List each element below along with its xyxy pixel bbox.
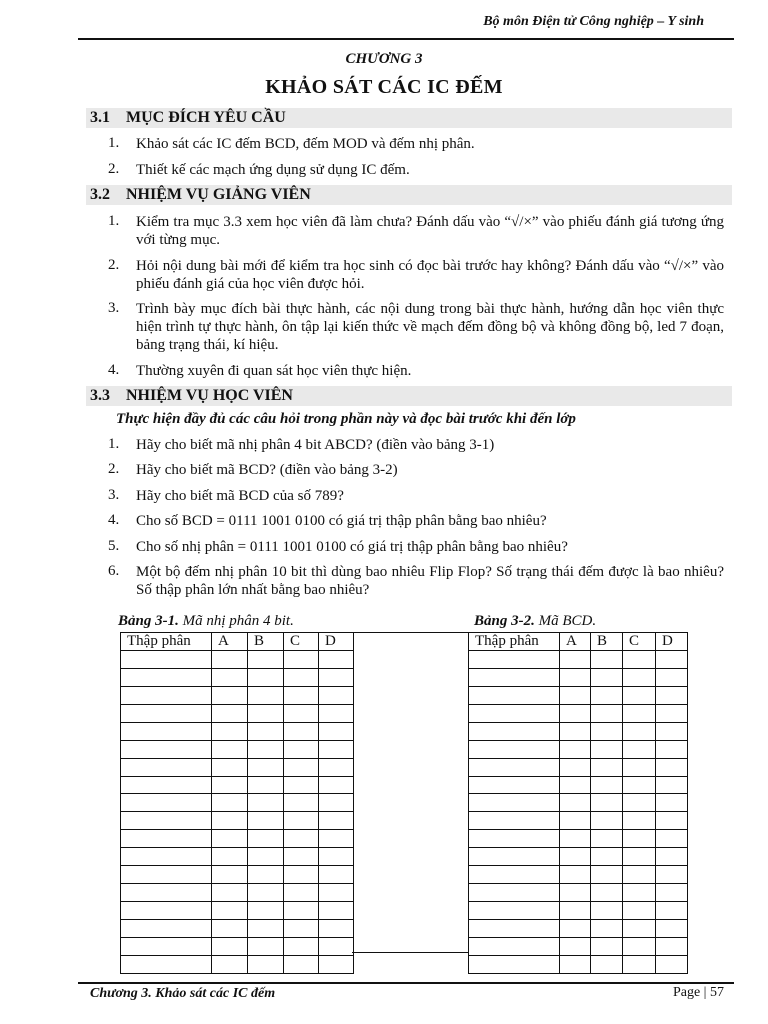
table-cell bbox=[560, 740, 591, 758]
table-cell bbox=[623, 758, 656, 776]
table-cell bbox=[469, 758, 560, 776]
table-cell bbox=[560, 955, 591, 973]
list-item bbox=[108, 257, 724, 293]
table-cell bbox=[212, 902, 248, 920]
table-cell bbox=[248, 650, 284, 668]
table-cell bbox=[469, 937, 560, 955]
list-item bbox=[108, 135, 724, 153]
table-cell bbox=[319, 776, 354, 794]
table-cell bbox=[469, 955, 560, 973]
table-row bbox=[121, 794, 354, 812]
table-row bbox=[121, 812, 354, 830]
table-cell bbox=[560, 884, 591, 902]
table-cell bbox=[623, 955, 656, 973]
table-cell bbox=[591, 686, 623, 704]
table-cell bbox=[248, 758, 284, 776]
table-cell bbox=[248, 866, 284, 884]
table-cell bbox=[591, 937, 623, 955]
table-header-cell: B bbox=[248, 633, 284, 651]
table-row bbox=[469, 668, 688, 686]
table-cell bbox=[212, 812, 248, 830]
list-item-number: 1. bbox=[108, 213, 120, 229]
table-row bbox=[121, 740, 354, 758]
table-row bbox=[469, 884, 688, 902]
table-cell bbox=[212, 884, 248, 902]
list-item-number: 6. bbox=[108, 563, 120, 579]
page-number: Page | 57 bbox=[672, 985, 724, 1000]
table-cell bbox=[284, 794, 319, 812]
table-cell bbox=[591, 740, 623, 758]
table-cell bbox=[284, 650, 319, 668]
table-cell bbox=[284, 776, 319, 794]
table-cell bbox=[623, 848, 656, 866]
table-cell bbox=[560, 866, 591, 884]
table-caption bbox=[118, 613, 294, 630]
table-cell bbox=[121, 758, 212, 776]
table-cell bbox=[284, 866, 319, 884]
table-cell bbox=[469, 848, 560, 866]
table-cell bbox=[656, 848, 688, 866]
table-cell bbox=[560, 848, 591, 866]
table-cell bbox=[469, 866, 560, 884]
table-cell bbox=[656, 794, 688, 812]
table-cell bbox=[591, 902, 623, 920]
table-cell bbox=[284, 830, 319, 848]
table-cell bbox=[623, 866, 656, 884]
table-cell bbox=[284, 902, 319, 920]
list-item-text: Khảo sát các IC đếm BCD, đếm MOD và đếm nhị phân. bbox=[136, 136, 475, 152]
table-cell bbox=[121, 704, 212, 722]
table-cell bbox=[248, 902, 284, 920]
bcd-code-table bbox=[468, 632, 688, 974]
list-item-number: 1. bbox=[108, 135, 120, 151]
list-item bbox=[108, 436, 724, 454]
table-header-cell: C bbox=[623, 633, 656, 651]
table-cell bbox=[656, 722, 688, 740]
table-cell bbox=[319, 704, 354, 722]
list-item bbox=[108, 512, 724, 530]
table-cell bbox=[212, 704, 248, 722]
section-note: Thực hiện đầy đủ các câu hỏi trong phần này và đọc bài trước khi đến lớp bbox=[116, 411, 576, 427]
table-cell bbox=[469, 812, 560, 830]
list-item-text: Thiết kế các mạch ứng dụng sử dụng IC đếm. bbox=[136, 162, 410, 178]
table-cell bbox=[212, 776, 248, 794]
table-row bbox=[121, 758, 354, 776]
list-item-number: 4. bbox=[108, 512, 120, 528]
table-cell bbox=[212, 937, 248, 955]
section-title: NHIỆM VỤ HỌC VIÊN bbox=[126, 387, 293, 404]
footer-rule bbox=[78, 982, 734, 984]
table-cell bbox=[319, 937, 354, 955]
footer-chapter: Chương 3. Khảo sát các IC đếm bbox=[90, 986, 276, 1001]
table-header-row bbox=[121, 633, 354, 651]
list-item-text: Trình bày mục đích bài thực hành, các nội dung trong bài thực hành, hướng dẫn học viên thực hiện trình tự thực hành, ôn tập lại kiến thức về mạch đếm đồng bộ và không đồng bộ, led 7 đoạn, bảng trạng thái, kí hiệu. bbox=[136, 301, 724, 353]
table-header-cell: C bbox=[284, 633, 319, 651]
table-cell bbox=[469, 902, 560, 920]
table-cell bbox=[319, 722, 354, 740]
table-cell bbox=[656, 758, 688, 776]
table-cell bbox=[212, 830, 248, 848]
table-cell bbox=[469, 668, 560, 686]
table-row bbox=[121, 668, 354, 686]
table-cell bbox=[121, 884, 212, 902]
table-cell bbox=[284, 848, 319, 866]
table-cell bbox=[469, 740, 560, 758]
list-item bbox=[108, 161, 724, 179]
table-cell bbox=[560, 758, 591, 776]
table-cell bbox=[319, 848, 354, 866]
table-cell bbox=[121, 848, 212, 866]
table-row bbox=[469, 740, 688, 758]
table-cell bbox=[560, 794, 591, 812]
table-row bbox=[121, 920, 354, 938]
list-item-number: 2. bbox=[108, 161, 120, 177]
table-row bbox=[469, 650, 688, 668]
table-cell bbox=[591, 758, 623, 776]
table-cell bbox=[284, 740, 319, 758]
table-header-cell: D bbox=[319, 633, 354, 651]
table-cell bbox=[121, 812, 212, 830]
table-row bbox=[469, 920, 688, 938]
list-item-text: Hãy cho biết mã BCD? (điền vào bảng 3-2) bbox=[136, 462, 398, 478]
table-row bbox=[469, 937, 688, 955]
table-cell bbox=[284, 668, 319, 686]
list-item-text: Một bộ đếm nhị phân 10 bit thì dùng bao nhiêu Flip Flop? Số trạng thái đếm được là bao nhiêu? Số thập phân lớn nhất bằng bao nhiêu? bbox=[136, 564, 724, 598]
table-cell bbox=[591, 776, 623, 794]
table-cell bbox=[121, 920, 212, 938]
table-cell bbox=[248, 937, 284, 955]
table-cell bbox=[560, 704, 591, 722]
table-cell bbox=[656, 812, 688, 830]
list-item bbox=[108, 213, 724, 249]
table-row bbox=[469, 812, 688, 830]
table-cell bbox=[591, 866, 623, 884]
section-title: MỤC ĐÍCH YÊU CẦU bbox=[126, 109, 286, 126]
table-row bbox=[469, 776, 688, 794]
table-cell bbox=[212, 955, 248, 973]
table-cell bbox=[591, 884, 623, 902]
table-cell bbox=[656, 830, 688, 848]
table-cell bbox=[656, 937, 688, 955]
table-cell bbox=[212, 920, 248, 938]
list-item-number: 3. bbox=[108, 487, 120, 503]
table-header-cell: D bbox=[656, 633, 688, 651]
table-cell bbox=[591, 955, 623, 973]
table-cell bbox=[212, 686, 248, 704]
table-row bbox=[469, 955, 688, 973]
table-cell bbox=[623, 776, 656, 794]
table-cell bbox=[623, 704, 656, 722]
list-item-text: Thường xuyên đi quan sát học viên thực hiện. bbox=[136, 363, 412, 379]
table-row bbox=[469, 758, 688, 776]
table-cell bbox=[469, 704, 560, 722]
list-item bbox=[108, 300, 724, 354]
table-cell bbox=[284, 920, 319, 938]
table-cell bbox=[656, 650, 688, 668]
table-cell bbox=[319, 812, 354, 830]
table-cell bbox=[623, 650, 656, 668]
list-item bbox=[108, 461, 724, 479]
table-cell bbox=[469, 884, 560, 902]
table-row bbox=[121, 902, 354, 920]
table-cell bbox=[656, 686, 688, 704]
table-cell bbox=[284, 686, 319, 704]
section-number: 3.3 bbox=[90, 387, 110, 404]
table-cell bbox=[469, 776, 560, 794]
section-number: 3.1 bbox=[90, 109, 110, 126]
table-cell bbox=[623, 902, 656, 920]
table-cell bbox=[469, 650, 560, 668]
table-cell bbox=[212, 722, 248, 740]
list-item-text: Hãy cho biết mã BCD của số 789? bbox=[136, 488, 344, 504]
table-cell bbox=[623, 722, 656, 740]
table-cell bbox=[560, 937, 591, 955]
section-heading bbox=[86, 108, 732, 128]
table-cell bbox=[248, 668, 284, 686]
table-row bbox=[121, 686, 354, 704]
table-cell bbox=[656, 776, 688, 794]
table-cell bbox=[319, 866, 354, 884]
table-cell bbox=[623, 794, 656, 812]
table-cell bbox=[121, 686, 212, 704]
list-item-text: Hỏi nội dung bài mới để kiểm tra học sinh có đọc bài trước hay không? Đánh dấu vào “√/×” vào phiếu đánh giá của học viên được hỏi. bbox=[136, 258, 724, 292]
table-cell bbox=[248, 884, 284, 902]
table-header-cell: B bbox=[591, 633, 623, 651]
table-row bbox=[121, 955, 354, 973]
table-header-cell: A bbox=[212, 633, 248, 651]
table-header-cell: Thập phân bbox=[469, 633, 560, 651]
table-cell bbox=[623, 668, 656, 686]
table-cell bbox=[121, 650, 212, 668]
table-cell bbox=[560, 920, 591, 938]
table-cell bbox=[212, 866, 248, 884]
table-cell bbox=[469, 722, 560, 740]
table-cell bbox=[656, 668, 688, 686]
table-cell bbox=[319, 740, 354, 758]
table-cell bbox=[591, 722, 623, 740]
table-cell bbox=[656, 866, 688, 884]
table-cell bbox=[248, 920, 284, 938]
table-cell bbox=[121, 668, 212, 686]
table-cell bbox=[121, 776, 212, 794]
table-cell bbox=[469, 686, 560, 704]
table-cell bbox=[121, 830, 212, 848]
table-cell bbox=[623, 830, 656, 848]
table-cell bbox=[656, 704, 688, 722]
list-item-number: 2. bbox=[108, 257, 120, 273]
table-cell bbox=[284, 812, 319, 830]
table-cell bbox=[560, 776, 591, 794]
table-cell bbox=[591, 794, 623, 812]
table-cell bbox=[591, 650, 623, 668]
table-cell bbox=[212, 650, 248, 668]
table-row bbox=[121, 650, 354, 668]
table-cell bbox=[121, 866, 212, 884]
table-row bbox=[121, 704, 354, 722]
table-cell bbox=[121, 955, 212, 973]
table-cell bbox=[560, 686, 591, 704]
list-item-number: 5. bbox=[108, 538, 120, 554]
table-cell bbox=[212, 848, 248, 866]
table-cell bbox=[248, 740, 284, 758]
table-cell bbox=[560, 830, 591, 848]
table-cell bbox=[319, 920, 354, 938]
table-cell bbox=[469, 794, 560, 812]
section-heading bbox=[86, 185, 732, 205]
table-row bbox=[121, 830, 354, 848]
table-cell bbox=[248, 776, 284, 794]
table-cell bbox=[319, 884, 354, 902]
table-cell bbox=[591, 812, 623, 830]
section-heading bbox=[86, 386, 732, 406]
list-item-number: 1. bbox=[108, 436, 120, 452]
table-cell bbox=[212, 758, 248, 776]
list-item bbox=[108, 563, 724, 599]
table-header-cell: A bbox=[560, 633, 591, 651]
table-cell bbox=[319, 955, 354, 973]
section-number: 3.2 bbox=[90, 186, 110, 203]
table-row bbox=[469, 830, 688, 848]
table-cell bbox=[121, 902, 212, 920]
table-cell bbox=[623, 740, 656, 758]
list-item-number: 2. bbox=[108, 461, 120, 477]
table-caption bbox=[474, 613, 596, 630]
list-item bbox=[108, 362, 724, 380]
list-item-text: Kiểm tra mục 3.3 xem học viên đã làm chưa? Đánh dấu vào “√/×” vào phiếu đánh giá tương ứng với từng mục. bbox=[136, 214, 724, 248]
table-cell bbox=[591, 668, 623, 686]
table-caption-label: Bảng 3-1. bbox=[118, 613, 179, 629]
table-cell bbox=[591, 830, 623, 848]
page-header: Bộ môn Điện tử Công nghiệp – Y sinh bbox=[483, 14, 704, 29]
table-cell bbox=[656, 920, 688, 938]
list-item-number: 3. bbox=[108, 300, 120, 316]
table-cell bbox=[656, 955, 688, 973]
table-row bbox=[469, 722, 688, 740]
table-caption-text: Mã nhị phân 4 bit. bbox=[182, 613, 294, 629]
list-item-text: Cho số BCD = 0111 1001 0100 có giá trị thập phân bằng bao nhiêu? bbox=[136, 513, 547, 529]
table-cell bbox=[591, 848, 623, 866]
table-cell bbox=[591, 704, 623, 722]
table-cell bbox=[121, 740, 212, 758]
table-cell bbox=[469, 830, 560, 848]
table-cell bbox=[212, 740, 248, 758]
table-cell bbox=[560, 722, 591, 740]
table-cell bbox=[623, 884, 656, 902]
binary-code-table bbox=[120, 632, 354, 974]
table-cell bbox=[248, 722, 284, 740]
table-cell bbox=[121, 794, 212, 812]
section-title: NHIỆM VỤ GIẢNG VIÊN bbox=[126, 186, 311, 203]
table-cell bbox=[656, 740, 688, 758]
table-row bbox=[121, 884, 354, 902]
table-row bbox=[469, 686, 688, 704]
table-cell bbox=[248, 955, 284, 973]
table-cell bbox=[591, 920, 623, 938]
table-cell bbox=[623, 920, 656, 938]
table-cell bbox=[319, 794, 354, 812]
table-cell bbox=[319, 650, 354, 668]
table-cell bbox=[319, 686, 354, 704]
table-cell bbox=[656, 902, 688, 920]
header-rule bbox=[78, 38, 734, 40]
table-cell bbox=[319, 668, 354, 686]
table-cell bbox=[212, 668, 248, 686]
table-row bbox=[469, 704, 688, 722]
table-row bbox=[469, 866, 688, 884]
table-row bbox=[121, 848, 354, 866]
table-cell bbox=[319, 758, 354, 776]
table-cell bbox=[319, 830, 354, 848]
table-cell bbox=[248, 848, 284, 866]
table-cell bbox=[121, 937, 212, 955]
table-cell bbox=[248, 704, 284, 722]
table-cell bbox=[284, 884, 319, 902]
table-cell bbox=[121, 722, 212, 740]
table-cell bbox=[284, 937, 319, 955]
table-row bbox=[121, 722, 354, 740]
table-cell bbox=[560, 650, 591, 668]
table-header-row bbox=[469, 633, 688, 651]
table-row bbox=[121, 776, 354, 794]
table-cell bbox=[248, 686, 284, 704]
chapter-label: CHƯƠNG 3 bbox=[345, 51, 423, 67]
table-row bbox=[469, 848, 688, 866]
list-item bbox=[108, 538, 724, 556]
list-item-number: 4. bbox=[108, 362, 120, 378]
table-cell bbox=[469, 920, 560, 938]
table-cell bbox=[319, 902, 354, 920]
table-cell bbox=[284, 758, 319, 776]
table-cell bbox=[212, 794, 248, 812]
table-caption-text: Mã BCD. bbox=[538, 613, 597, 629]
list-item bbox=[108, 487, 724, 505]
list-item-text: Hãy cho biết mã nhị phân 4 bit ABCD? (điền vào bảng 3-1) bbox=[136, 437, 495, 453]
page-title: KHẢO SÁT CÁC IC ĐẾM bbox=[265, 76, 503, 98]
table-row bbox=[469, 794, 688, 812]
table-caption-label: Bảng 3-2. bbox=[474, 613, 535, 629]
table-cell bbox=[623, 937, 656, 955]
list-item-text: Cho số nhị phân = 0111 1001 0100 có giá trị thập phân bằng bao nhiêu? bbox=[136, 539, 568, 555]
table-header-cell: Thập phân bbox=[121, 633, 212, 651]
table-cell bbox=[560, 812, 591, 830]
table-cell bbox=[284, 955, 319, 973]
table-cell bbox=[560, 902, 591, 920]
table-cell bbox=[656, 884, 688, 902]
table-row bbox=[469, 902, 688, 920]
table-cell bbox=[248, 794, 284, 812]
table-cell bbox=[248, 830, 284, 848]
table-cell bbox=[560, 668, 591, 686]
table-cell bbox=[248, 812, 284, 830]
table-cell bbox=[623, 686, 656, 704]
table-row bbox=[121, 937, 354, 955]
table-cell bbox=[623, 812, 656, 830]
table-row bbox=[121, 866, 354, 884]
table-cell bbox=[284, 704, 319, 722]
table-gap-frame bbox=[352, 632, 469, 953]
table-cell bbox=[284, 722, 319, 740]
